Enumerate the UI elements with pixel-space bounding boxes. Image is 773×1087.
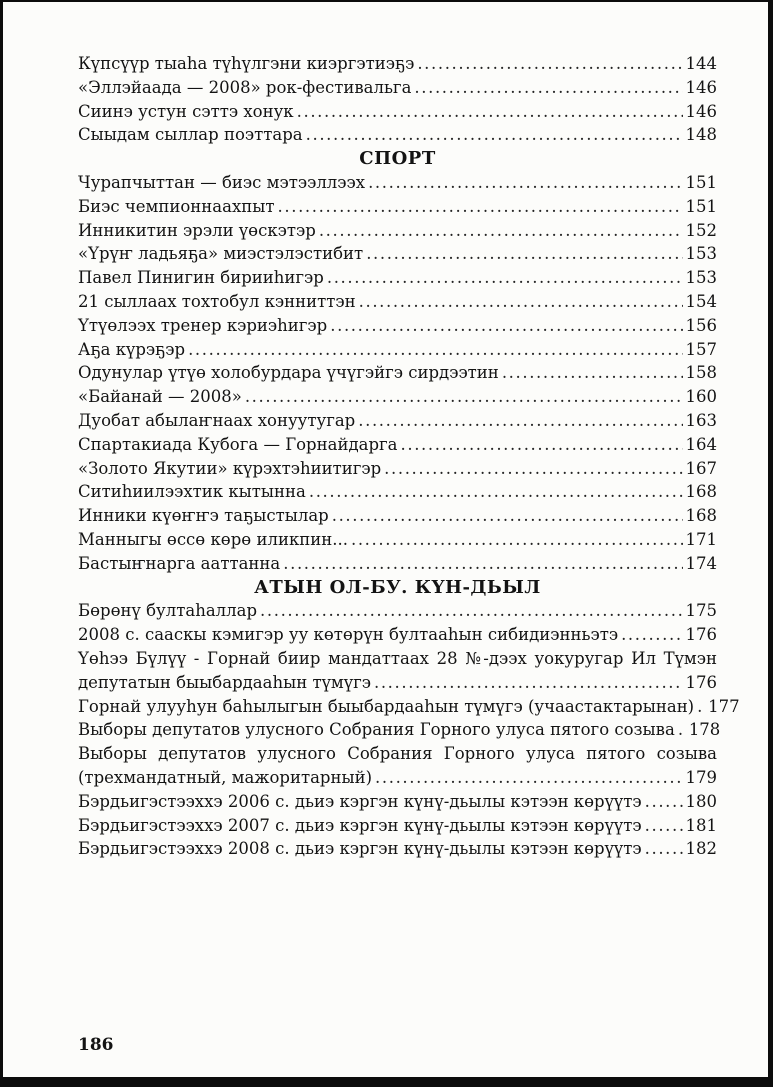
toc-entry-wrapped-line: Выборы депутатов улусного Собрания Горного улуса пятого созыва [78, 744, 717, 764]
toc-entry-title: Бастыҥнарга ааттанна [78, 553, 281, 573]
section-heading: СПОРТ [359, 148, 436, 170]
toc-entry-title: Бөрөнү бултаһаллар [78, 601, 258, 621]
toc-entry-title: Одунулар үтүө холобурдара үчүгэйгэ сирдээтин [78, 363, 499, 383]
toc-entry-page: 164 [685, 434, 717, 454]
toc-entry-page: 154 [685, 291, 717, 311]
toc-entry [78, 623, 717, 647]
dot-leader [621, 623, 682, 647]
toc-entry-title: «Золото Якутии» күрэхтэһиитигэр [78, 458, 382, 478]
toc-entry [78, 123, 717, 147]
toc-entry [78, 100, 717, 124]
toc-entry-page: 176 [685, 672, 717, 692]
dot-leader [678, 718, 686, 742]
toc-entry [78, 314, 717, 338]
toc-entry-title: «Байанай — 2008» [78, 387, 242, 407]
toc-entry [78, 671, 717, 695]
toc-entry-page: 179 [685, 767, 717, 787]
dot-leader [375, 766, 682, 790]
toc-entry-title: Манныгы өссө көрө иликпин... [78, 529, 348, 549]
toc-entry-title: Спартакиада Кубога — Горнайдарга [78, 434, 398, 454]
toc-entry-title: Күпсүүр тыаһа түһүлгэни киэргэтиэҕэ [78, 54, 415, 73]
toc-entry-page: 156 [685, 315, 717, 335]
toc-entry-page: 151 [685, 196, 717, 216]
toc-entry [78, 433, 717, 457]
toc-entry-title: Выборы депутатов улусного Собрания Горного улуса пятого созыва [78, 720, 675, 740]
toc-entry-page: 168 [685, 506, 717, 526]
dot-leader [327, 266, 683, 290]
dot-leader [384, 457, 682, 481]
dot-leader [645, 814, 683, 838]
dot-leader [368, 171, 682, 195]
toc-entry [78, 480, 717, 504]
toc-entry [78, 409, 717, 433]
toc-entry-title: Дуобат абылаҥнаах хонуутугар [78, 410, 356, 430]
dot-leader [502, 361, 683, 385]
toc-entry [78, 504, 717, 528]
toc-entry [78, 266, 717, 290]
toc-entry-page: 153 [685, 244, 717, 264]
dot-leader [645, 790, 683, 814]
toc-entry [78, 457, 717, 481]
dot-leader [417, 52, 682, 76]
toc-entry-page: 151 [685, 172, 717, 192]
toc-entry [78, 219, 717, 243]
dot-leader [245, 385, 683, 409]
toc-entry [78, 361, 717, 385]
toc-entry-title: «Эллэйаада — 2008» рок-фестивальга [78, 77, 412, 97]
toc-entry [78, 837, 717, 861]
toc-entry-page: 157 [685, 339, 717, 359]
toc-entry-title: Үтүөлээх тренер кэриэһигэр [78, 315, 328, 335]
toc-entry [78, 528, 717, 552]
toc-entry-title: депутатын быыбардааһын түмүгэ [78, 672, 371, 692]
toc-entry [78, 52, 717, 76]
toc-entry [78, 790, 717, 814]
toc-entry-page: 177 [708, 696, 740, 716]
toc-entry-title: Бэрдьигэстээххэ 2006 с. дьиэ кэргэн күнү-дьылы кэтээн көрүүтэ [78, 791, 642, 811]
dot-leader [401, 433, 683, 457]
toc-entry [78, 76, 717, 100]
toc-entry-title: Инники күөҥҥэ таҕыстылар [78, 506, 329, 526]
toc-entry-page: 163 [685, 410, 717, 430]
dot-leader [330, 314, 682, 338]
dot-leader [283, 552, 682, 576]
toc-entry-title: Чурапчыттан — биэс мэтээллээх [78, 172, 366, 192]
toc-entry [78, 290, 717, 314]
dot-leader [332, 504, 683, 528]
toc-entry-title: Сиинэ устун сэттэ хонук [78, 101, 294, 121]
toc-entry-page: 160 [685, 387, 717, 407]
dot-leader [374, 671, 683, 695]
toc-entry-page: 148 [685, 125, 717, 145]
toc-entry [78, 718, 721, 742]
section-heading: АТЫН ОЛ-БУ. КҮН-ДЬЫЛ [254, 576, 541, 598]
dot-leader [358, 409, 682, 433]
toc-entry-title: Биэс чемпионнаахпыт [78, 196, 275, 216]
table-of-contents [3, 2, 768, 861]
toc-entry-title: «Үрүҥ ладьяҕа» миэстэлэстибит [78, 244, 364, 264]
toc-entry-page: 176 [685, 625, 717, 645]
dot-leader [306, 123, 683, 147]
toc-entry-title: 2008 с. сааскы кэмигэр уу көтөрүн бултааһын сибидиэнньэтэ [78, 625, 619, 645]
dot-leader [319, 219, 683, 243]
toc-entry [78, 599, 717, 623]
page-number: 186 [78, 1035, 114, 1055]
dot-leader [645, 837, 683, 861]
toc-entry-page: 171 [685, 529, 717, 549]
dot-leader [188, 338, 682, 362]
toc-entry [78, 766, 717, 790]
toc-entry-page: 153 [685, 268, 717, 288]
dot-leader [278, 195, 683, 219]
toc-entry-title: (трехмандатный, мажоритарный) [78, 767, 373, 787]
dot-leader [351, 528, 683, 552]
dot-leader [260, 599, 682, 623]
toc-entry-page: 168 [685, 482, 717, 502]
toc-entry-page: 167 [685, 458, 717, 478]
toc-entry-page: 181 [685, 815, 717, 835]
toc-entry-page: 182 [685, 839, 717, 859]
toc-entry [78, 695, 740, 719]
toc-entry-page: 146 [685, 101, 717, 121]
toc-entry-page: 158 [685, 363, 717, 383]
toc-entry-page: 178 [688, 720, 721, 740]
toc-entry [78, 338, 717, 362]
dot-leader [697, 695, 705, 719]
toc-entry-title: Сыыдам сыллар поэттара [78, 125, 303, 145]
dot-leader [297, 100, 683, 124]
toc-entry-title: Аҕа күрэҕэр [78, 339, 186, 359]
toc-entry-title: Бэрдьигэстээххэ 2008 с. дьиэ кэргэн күнү-дьылы кэтээн көрүүтэ [78, 839, 642, 859]
toc-entry-title: Горнай улууһун баһылыгын быыбардааһын түмүгэ (учаастактарынан) [78, 696, 695, 716]
dot-leader [359, 290, 683, 314]
toc-entry-page: 174 [685, 553, 717, 573]
toc-entry-title: Ситиһиилээхтик кытынна [78, 482, 306, 502]
toc-entry-title: Инникитин эрэли үөскэтэр [78, 220, 316, 240]
dot-leader [414, 76, 682, 100]
toc-entry-title: Бэрдьигэстээххэ 2007 с. дьиэ кэргэн күнү-дьылы кэтээн көрүүтэ [78, 815, 642, 835]
dot-leader [366, 242, 682, 266]
toc-entry-page: 175 [685, 601, 717, 621]
toc-entry [78, 814, 717, 838]
toc-entry-page: 144 [685, 54, 717, 73]
dot-leader [309, 480, 683, 504]
toc-entry [78, 195, 717, 219]
toc-entry [78, 242, 717, 266]
toc-entry-title: 21 сыллаах тохтобул кэнниттэн [78, 291, 356, 311]
toc-entry-title: Павел Пинигин бирииһигэр [78, 268, 324, 288]
toc-entry [78, 552, 717, 576]
toc-entry-page: 146 [685, 77, 717, 97]
toc-entry-wrapped-line: Үөһээ Бүлүү - Горнай биир мандаттаах 28 №-дээх уокуругар Ил Түмэн [78, 648, 717, 668]
toc-entry [78, 385, 717, 409]
toc-entry-page: 152 [685, 220, 717, 240]
toc-entry-page: 180 [685, 791, 717, 811]
toc-entry [78, 171, 717, 195]
